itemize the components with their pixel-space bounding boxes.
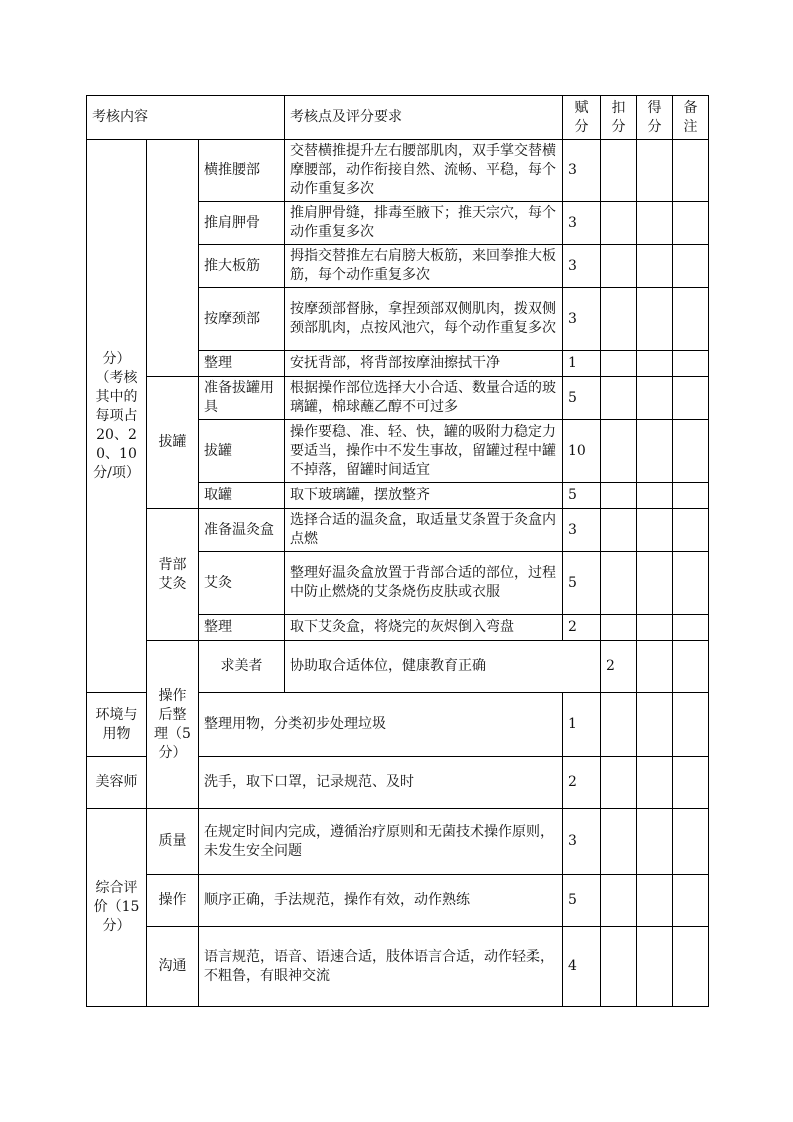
note-cell[interactable] bbox=[673, 351, 709, 377]
deduct-cell[interactable] bbox=[601, 552, 637, 615]
got-cell[interactable] bbox=[637, 288, 673, 351]
item-score: 1 bbox=[563, 693, 601, 757]
item-desc: 选择合适的温灸盒，取适量艾条置于灸盒内点燃 bbox=[285, 509, 563, 552]
group-name: 背部艾灸 bbox=[147, 509, 199, 641]
header-row bbox=[87, 96, 709, 140]
section-main-label: 分） （考核其中的每项占20、20、10分/项） bbox=[87, 140, 147, 693]
got-cell[interactable] bbox=[637, 420, 673, 483]
item-desc: 操作要稳、准、轻、快，罐的吸附力稳定力要适当，操作中不发生事故，留罐过程中罐不掉落，留罐时间适宜 bbox=[285, 420, 563, 483]
group-name: 拔罐 bbox=[147, 377, 199, 509]
note-cell[interactable] bbox=[673, 927, 709, 1007]
got-cell[interactable] bbox=[637, 351, 673, 377]
item-name: 艾灸 bbox=[199, 552, 285, 615]
note-cell[interactable] bbox=[673, 552, 709, 615]
item-name: 推大板筋 bbox=[199, 245, 285, 288]
got-cell[interactable] bbox=[637, 757, 673, 809]
item-desc: 根据操作部位选择大小合适、数量合适的玻璃罐，棉球蘸乙醇不可过多 bbox=[285, 377, 563, 420]
item-score: 5 bbox=[563, 552, 601, 615]
deduct-cell[interactable] bbox=[601, 483, 637, 509]
table-row bbox=[87, 809, 709, 875]
item-score: 3 bbox=[563, 140, 601, 202]
item-desc: 洗手，取下口罩，记录规范、及时 bbox=[199, 757, 563, 809]
deduct-cell[interactable] bbox=[601, 615, 637, 641]
deduct-cell[interactable] bbox=[601, 351, 637, 377]
item-score: 3 bbox=[563, 202, 601, 245]
section-after-label: 操作后整理（5分） bbox=[147, 641, 199, 809]
note-cell[interactable] bbox=[673, 377, 709, 420]
item-name: 拔罐 bbox=[199, 420, 285, 483]
got-cell[interactable] bbox=[637, 927, 673, 1007]
item-score: 5 bbox=[563, 377, 601, 420]
item-name: 按摩颈部 bbox=[199, 288, 285, 351]
got-cell[interactable] bbox=[637, 509, 673, 552]
item-name: 准备拔罐用具 bbox=[199, 377, 285, 420]
item-score: 3 bbox=[563, 509, 601, 552]
deduct-cell[interactable] bbox=[601, 377, 637, 420]
item-desc: 按摩颈部督脉，拿捏颈部双侧肌肉，拨双侧颈部肌肉，点按风池穴，每个动作重复多次 bbox=[285, 288, 563, 351]
sub-name: 沟通 bbox=[147, 927, 199, 1007]
deduct-cell[interactable] bbox=[601, 140, 637, 202]
got-cell[interactable] bbox=[673, 641, 709, 693]
sub-name: 求美者 bbox=[199, 641, 285, 693]
deduct-cell[interactable] bbox=[601, 927, 637, 1007]
got-cell[interactable] bbox=[637, 615, 673, 641]
item-desc: 协助取合适体位，健康教育正确 bbox=[285, 641, 601, 693]
item-name: 取罐 bbox=[199, 483, 285, 509]
sub-name: 质量 bbox=[147, 809, 199, 875]
deduct-cell[interactable] bbox=[601, 809, 637, 875]
item-score: 2 bbox=[563, 757, 601, 809]
item-score: 4 bbox=[563, 927, 601, 1007]
item-score: 3 bbox=[563, 288, 601, 351]
got-cell[interactable] bbox=[637, 202, 673, 245]
header-points: 考核点及评分要求 bbox=[285, 96, 563, 140]
deduct-cell[interactable] bbox=[601, 288, 637, 351]
item-score: 5 bbox=[563, 875, 601, 927]
item-score: 5 bbox=[563, 483, 601, 509]
got-cell[interactable] bbox=[637, 552, 673, 615]
item-desc: 交替横推提升左右腰部肌肉，双手掌交替横摩腰部，动作衔接自然、流畅、平稳，每个动作重复多次 bbox=[285, 140, 563, 202]
item-name: 准备温灸盒 bbox=[199, 509, 285, 552]
item-desc: 取下玻璃罐，摆放整齐 bbox=[285, 483, 563, 509]
got-cell[interactable] bbox=[637, 809, 673, 875]
group-name bbox=[147, 140, 199, 377]
scoring-table bbox=[86, 95, 709, 1007]
got-cell[interactable] bbox=[637, 875, 673, 927]
item-score: 3 bbox=[563, 245, 601, 288]
table-row bbox=[87, 641, 709, 693]
deduct-cell[interactable] bbox=[637, 641, 673, 693]
table-row bbox=[87, 875, 709, 927]
item-score: 10 bbox=[563, 420, 601, 483]
deduct-cell[interactable] bbox=[601, 757, 637, 809]
deduct-cell[interactable] bbox=[601, 202, 637, 245]
header-got: 得分 bbox=[637, 96, 673, 140]
got-cell[interactable] bbox=[637, 483, 673, 509]
note-cell[interactable] bbox=[673, 140, 709, 202]
sub-name: 美容师 bbox=[87, 757, 147, 809]
got-cell[interactable] bbox=[637, 245, 673, 288]
item-desc: 取下艾灸盒，将烧完的灰烬倒入弯盘 bbox=[285, 615, 563, 641]
item-desc: 语言规范，语音、语速合适，肢体语言合适，动作轻柔，不粗鲁，有眼神交流 bbox=[199, 927, 563, 1007]
got-cell[interactable] bbox=[637, 377, 673, 420]
note-cell[interactable] bbox=[673, 615, 709, 641]
got-cell[interactable] bbox=[637, 140, 673, 202]
note-cell[interactable] bbox=[673, 483, 709, 509]
note-cell[interactable] bbox=[673, 245, 709, 288]
item-name: 横推腰部 bbox=[199, 140, 285, 202]
note-cell[interactable] bbox=[673, 509, 709, 552]
note-cell[interactable] bbox=[673, 693, 709, 757]
note-cell[interactable] bbox=[673, 420, 709, 483]
table-row bbox=[87, 509, 709, 552]
table-row bbox=[87, 927, 709, 1007]
deduct-cell[interactable] bbox=[601, 693, 637, 757]
header-note: 备注 bbox=[673, 96, 709, 140]
header-deduct: 扣分 bbox=[601, 96, 637, 140]
header-score: 赋分 bbox=[563, 96, 601, 140]
note-cell[interactable] bbox=[673, 757, 709, 809]
deduct-cell[interactable] bbox=[601, 420, 637, 483]
item-desc: 整理好温灸盒放置于背部合适的部位，过程中防止燃烧的艾条烧伤皮肤或衣服 bbox=[285, 552, 563, 615]
item-score: 1 bbox=[563, 351, 601, 377]
deduct-cell[interactable] bbox=[601, 245, 637, 288]
item-desc: 整理用物，分类初步处理垃圾 bbox=[199, 693, 563, 757]
item-name: 整理 bbox=[199, 615, 285, 641]
got-cell[interactable] bbox=[637, 693, 673, 757]
deduct-cell[interactable] bbox=[601, 875, 637, 927]
note-cell[interactable] bbox=[673, 202, 709, 245]
table-row bbox=[87, 140, 709, 202]
section-eval-label: 综合评价（15分） bbox=[87, 809, 147, 1007]
item-score: 2 bbox=[601, 641, 637, 693]
note-cell[interactable] bbox=[673, 809, 709, 875]
item-desc: 在规定时间内完成，遵循治疗原则和无菌技术操作原则，未发生安全问题 bbox=[199, 809, 563, 875]
item-name: 推肩胛骨 bbox=[199, 202, 285, 245]
note-cell[interactable] bbox=[673, 875, 709, 927]
item-desc: 拇指交替推左右肩膀大板筋，来回拳推大板筋，每个动作重复多次 bbox=[285, 245, 563, 288]
deduct-cell[interactable] bbox=[601, 509, 637, 552]
item-desc: 安抚背部，将背部按摩油擦拭干净 bbox=[285, 351, 563, 377]
sub-name: 环境与用物 bbox=[87, 693, 147, 757]
item-score: 2 bbox=[563, 615, 601, 641]
sub-name: 操作 bbox=[147, 875, 199, 927]
note-cell[interactable] bbox=[673, 288, 709, 351]
item-desc: 顺序正确，手法规范，操作有效，动作熟练 bbox=[199, 875, 563, 927]
item-name: 整理 bbox=[199, 351, 285, 377]
table-row bbox=[87, 377, 709, 420]
header-content: 考核内容 bbox=[87, 96, 285, 140]
item-desc: 推肩胛骨缝，排毒至腋下；推天宗穴，每个动作重复多次 bbox=[285, 202, 563, 245]
item-score: 3 bbox=[563, 809, 601, 875]
